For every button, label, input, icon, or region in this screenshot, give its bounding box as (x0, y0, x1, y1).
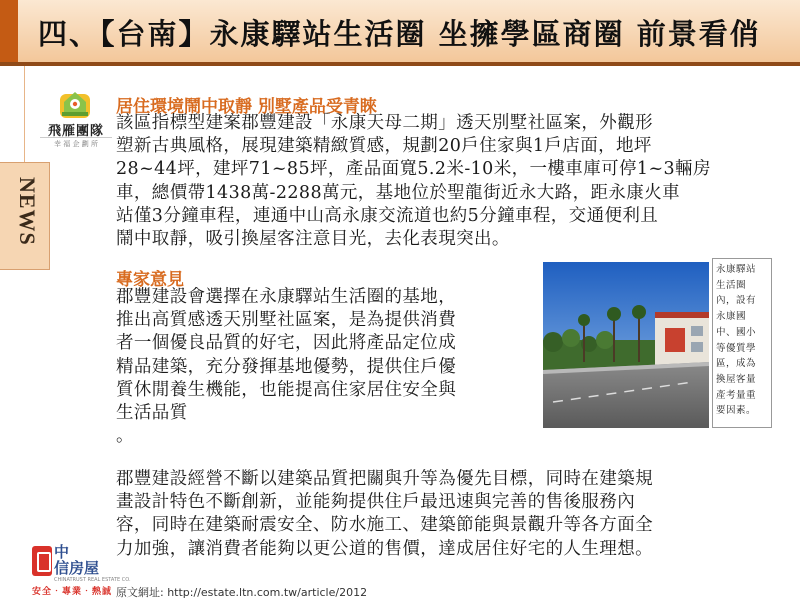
street-photo (543, 262, 709, 428)
caption-line: 換屋客量 (716, 373, 757, 385)
section2-line: 推出高質感透天別墅社區案，是為提供消費 (116, 310, 457, 331)
caption-line: 永康驛站 (716, 264, 757, 275)
caption-line: 區，成為 (716, 358, 757, 370)
realty-logo-icon (32, 546, 52, 576)
caption-line: 等優質學 (716, 342, 757, 354)
page-title: 四、【台南】永康驛站生活圈 坐擁學區商圈 前景看俏 (38, 17, 761, 51)
section2-line: 。 (116, 426, 134, 447)
section1-heading: 居住環境鬧中取靜 別墅產品受青睞 (116, 97, 377, 117)
section1-line: 車，總價帶1438萬-2288萬元，基地位於聖龍街近永大路，距永康火車 (116, 182, 680, 203)
section2-body (116, 286, 456, 448)
section3-line: 畫設計特色不斷創新，並能夠提供住戶最迅速與完善的售後服務內 (116, 492, 636, 513)
realty-logo-english: CHINATRUST REAL ESTATE CO. (54, 577, 131, 583)
caption-line: 生活圈 (716, 279, 747, 291)
section1-body (116, 112, 711, 251)
caption-line: 中、國小 (716, 326, 757, 338)
section3-body (116, 468, 653, 561)
section2-line: 精品建築，充分發揮基地優勢，提供住戶優 (116, 356, 457, 377)
caption-line: 永康國 (716, 311, 747, 323)
logo-name: 飛雁團隊 (47, 124, 104, 139)
section3-line: 郡豐建設經營不斷以建築品質把關與升等為優先目標，同時在建築規 (116, 469, 653, 489)
section2-line: 郡豐建設會選擇在永康驛站生活圈的基地， (116, 287, 457, 307)
caption-line: 要因素。 (716, 405, 757, 417)
section2-line: 質休閒養生機能，也能提高住家居住安全與 (116, 379, 457, 400)
source-url: 原文網址: http://estate.ltn.com.tw/article/2012 (116, 586, 368, 599)
section2-heading: 專家意見 (116, 270, 184, 290)
section3-line: 容，同時在建築耐震安全、防水施工、建築節能與景觀升等各方面全 (116, 515, 653, 536)
title-bar (0, 0, 800, 66)
realty-logo-name (54, 543, 100, 577)
chinatrust-realty-logo (32, 543, 131, 597)
section1-line: 28~44坪，建坪71~85坪，產品面寬5.2米-10米，一樓車庫可停1~3輛房 (116, 159, 711, 180)
side-divider (24, 66, 25, 162)
street-photo-image (543, 262, 709, 428)
house-logo-icon (56, 84, 94, 118)
section3-line: 力加強，讓消費者能夠以更公道的售價，達成居住好宅的人生理想。 (116, 538, 653, 559)
realty-logo-name-line1: 中 (54, 543, 70, 561)
news-label: NEWS (15, 177, 40, 246)
section2-line: 者一個優良品質的好宅，因此將產品定位成 (116, 333, 457, 354)
caption-line: 內，設有 (716, 295, 757, 307)
news-tab (0, 162, 50, 270)
section1-line: 該區指標型建案郡豐建設「永康天母二期」透天別墅社區案，外觀形 (116, 113, 653, 133)
section1-line: 鬧中取靜，吸引換屋客注意目光，去化表現突出。 (116, 229, 510, 250)
photo-caption (712, 258, 772, 428)
logo-tagline: 幸 福 企 劃 所 (40, 137, 112, 149)
feiyan-team-logo (40, 84, 112, 154)
section2-line: 生活品質 (116, 403, 188, 424)
realty-logo-name-line2: 信房屋 (54, 559, 100, 577)
realty-logo-slogan: 安全‧專業‧熱誠 (32, 587, 113, 597)
caption-line: 產考量重 (716, 389, 757, 401)
section1-line: 塑新古典風格，展現建築精緻質感，規劃20戶住家與1戶店面，地坪 (116, 136, 652, 157)
section1-line: 站僅3分鐘車程，連通中山高永康交流道也約5分鐘車程，交通便利且 (116, 205, 659, 226)
